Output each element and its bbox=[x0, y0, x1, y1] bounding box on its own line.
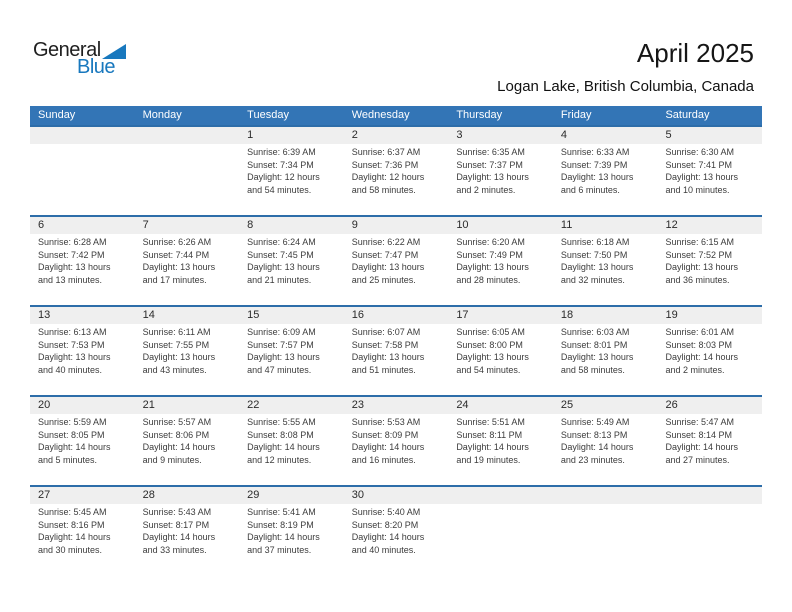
daylight-text-line2: and 30 minutes. bbox=[38, 544, 103, 555]
daylight-text-line1: Daylight: 13 hours bbox=[38, 352, 111, 362]
daylight-text-line2: and 37 minutes. bbox=[247, 544, 312, 555]
daylight-text-line1: Daylight: 13 hours bbox=[351, 262, 425, 272]
daylight-text-line1: Daylight: 13 hours bbox=[142, 352, 216, 362]
sunset-text: Sunset: 7:36 PM bbox=[351, 159, 419, 170]
weekday-header: Tuesday bbox=[247, 109, 289, 121]
day-cell-empty bbox=[657, 487, 762, 575]
daylight-text-line1: Daylight: 14 hours bbox=[247, 442, 320, 452]
weekday-header: Friday bbox=[560, 109, 592, 121]
day-details bbox=[135, 234, 240, 286]
sunrise-text: Sunrise: 6:03 AM bbox=[560, 327, 630, 337]
day-cell-29 bbox=[239, 487, 344, 575]
day-details bbox=[30, 234, 135, 286]
logo-text-blue: Blue bbox=[77, 56, 116, 78]
day-cell-12 bbox=[657, 217, 762, 305]
day-details bbox=[553, 504, 658, 506]
daylight-text-line1: Daylight: 14 hours bbox=[456, 442, 529, 452]
daylight-text-line1: Daylight: 14 hours bbox=[247, 532, 320, 542]
sunset-text: Sunset: 8:16 PM bbox=[38, 519, 105, 530]
sunrise-text: Sunrise: 5:51 AM bbox=[456, 417, 525, 427]
sunrise-text: Sunrise: 5:57 AM bbox=[142, 417, 212, 427]
sunrise-text: Sunrise: 6:05 AM bbox=[456, 327, 525, 337]
day-number: 22 bbox=[239, 397, 344, 414]
day-cell-27 bbox=[30, 487, 135, 575]
day-cell-4 bbox=[553, 127, 658, 215]
sunrise-text: Sunrise: 6:20 AM bbox=[456, 237, 525, 247]
daylight-text-line1: Daylight: 13 hours bbox=[456, 352, 529, 362]
day-number: 14 bbox=[135, 307, 240, 324]
day-cell-30 bbox=[344, 487, 449, 575]
weekday-header: Sunday bbox=[38, 109, 76, 121]
sunset-text: Sunset: 7:34 PM bbox=[247, 159, 314, 170]
sunset-text: Sunset: 7:58 PM bbox=[351, 339, 419, 350]
daylight-text-line2: and 2 minutes. bbox=[665, 364, 725, 375]
sunrise-text: Sunrise: 6:35 AM bbox=[456, 147, 525, 157]
daylight-text-line2: and 10 minutes. bbox=[665, 184, 730, 195]
day-number bbox=[30, 127, 135, 144]
day-cell-21 bbox=[135, 397, 240, 485]
day-details bbox=[553, 144, 658, 196]
daylight-text-line1: Daylight: 13 hours bbox=[665, 262, 739, 272]
daylight-text-line2: and 21 minutes. bbox=[247, 274, 312, 285]
day-details bbox=[553, 324, 658, 376]
daylight-text-line2: and 28 minutes. bbox=[456, 274, 521, 285]
day-number: 23 bbox=[344, 397, 449, 414]
daylight-text-line2: and 33 minutes. bbox=[142, 544, 207, 555]
day-details bbox=[448, 234, 553, 286]
sunset-text: Sunset: 8:17 PM bbox=[142, 519, 210, 530]
day-number: 17 bbox=[448, 307, 553, 324]
day-details bbox=[239, 324, 344, 376]
day-details bbox=[30, 144, 135, 146]
day-details bbox=[344, 144, 449, 196]
sunrise-text: Sunrise: 6:09 AM bbox=[247, 327, 316, 337]
week-row bbox=[30, 305, 762, 395]
daylight-text-line2: and 40 minutes. bbox=[351, 544, 416, 555]
day-cell-25 bbox=[553, 397, 658, 485]
sunset-text: Sunset: 8:19 PM bbox=[247, 519, 314, 530]
day-cell-2 bbox=[344, 127, 449, 215]
day-cell-9 bbox=[344, 217, 449, 305]
day-number bbox=[657, 487, 762, 504]
day-details bbox=[657, 234, 762, 286]
sunset-text: Sunset: 7:47 PM bbox=[351, 249, 419, 260]
sunrise-text: Sunrise: 5:40 AM bbox=[351, 507, 421, 517]
day-number: 28 bbox=[135, 487, 240, 504]
sunrise-text: Sunrise: 6:13 AM bbox=[38, 327, 107, 337]
day-details bbox=[239, 234, 344, 286]
daylight-text-line2: and 19 minutes. bbox=[456, 454, 521, 465]
day-number: 1 bbox=[239, 127, 344, 144]
daylight-text-line1: Daylight: 14 hours bbox=[665, 442, 739, 452]
sunrise-text: Sunrise: 6:24 AM bbox=[247, 237, 316, 247]
day-details bbox=[344, 234, 449, 286]
day-details bbox=[448, 144, 553, 196]
day-number: 27 bbox=[30, 487, 135, 504]
week-row bbox=[30, 125, 762, 215]
sunset-text: Sunset: 7:55 PM bbox=[142, 339, 210, 350]
day-cell-5 bbox=[657, 127, 762, 215]
daylight-text-line2: and 54 minutes. bbox=[456, 364, 521, 375]
sunset-text: Sunset: 7:39 PM bbox=[560, 159, 628, 170]
day-number: 4 bbox=[553, 127, 658, 144]
daylight-text-line2: and 54 minutes. bbox=[247, 184, 312, 195]
sunset-text: Sunset: 7:42 PM bbox=[38, 249, 105, 260]
daylight-text-line1: Daylight: 13 hours bbox=[560, 352, 634, 362]
sunrise-text: Sunrise: 6:15 AM bbox=[665, 237, 735, 247]
daylight-text-line2: and 6 minutes. bbox=[560, 184, 620, 195]
daylight-text-line1: Daylight: 14 hours bbox=[142, 532, 216, 542]
daylight-text-line1: Daylight: 13 hours bbox=[247, 262, 320, 272]
day-details bbox=[553, 234, 658, 286]
daylight-text-line1: Daylight: 12 hours bbox=[351, 172, 425, 182]
day-cell-22 bbox=[239, 397, 344, 485]
day-details bbox=[448, 414, 553, 466]
daylight-text-line2: and 5 minutes. bbox=[38, 454, 98, 465]
day-number: 7 bbox=[135, 217, 240, 234]
day-cell-13 bbox=[30, 307, 135, 395]
day-cell-empty bbox=[448, 487, 553, 575]
day-details bbox=[239, 504, 344, 556]
weekday-header: Thursday bbox=[456, 109, 503, 121]
day-number: 9 bbox=[344, 217, 449, 234]
daylight-text-line2: and 43 minutes. bbox=[142, 364, 207, 375]
day-cell-14 bbox=[135, 307, 240, 395]
day-cell-empty bbox=[553, 487, 658, 575]
daylight-text-line1: Daylight: 13 hours bbox=[351, 352, 425, 362]
daylight-text-line1: Daylight: 14 hours bbox=[351, 532, 425, 542]
day-cell-11 bbox=[553, 217, 658, 305]
sunrise-text: Sunrise: 6:01 AM bbox=[665, 327, 735, 337]
daylight-text-line1: Daylight: 14 hours bbox=[351, 442, 425, 452]
day-number: 6 bbox=[30, 217, 135, 234]
week-row bbox=[30, 395, 762, 485]
day-number bbox=[553, 487, 658, 504]
day-number: 30 bbox=[344, 487, 449, 504]
sunrise-text: Sunrise: 5:41 AM bbox=[247, 507, 316, 517]
day-details bbox=[135, 324, 240, 376]
weekday-header-row bbox=[30, 106, 762, 125]
daylight-text-line1: Daylight: 14 hours bbox=[560, 442, 634, 452]
sunrise-text: Sunrise: 6:11 AM bbox=[142, 327, 211, 337]
day-cell-7 bbox=[135, 217, 240, 305]
daylight-text-line2: and 9 minutes. bbox=[142, 454, 202, 465]
daylight-text-line2: and 16 minutes. bbox=[351, 454, 416, 465]
daylight-text-line1: Daylight: 13 hours bbox=[247, 352, 320, 362]
day-number: 8 bbox=[239, 217, 344, 234]
day-number: 20 bbox=[30, 397, 135, 414]
daylight-text-line1: Daylight: 14 hours bbox=[142, 442, 216, 452]
day-number bbox=[448, 487, 553, 504]
daylight-text-line2: and 47 minutes. bbox=[247, 364, 312, 375]
sunrise-text: Sunrise: 6:22 AM bbox=[351, 237, 421, 247]
day-details bbox=[657, 324, 762, 376]
title-block bbox=[497, 38, 754, 95]
daylight-text-line1: Daylight: 13 hours bbox=[456, 262, 529, 272]
daylight-text-line2: and 32 minutes. bbox=[560, 274, 625, 285]
sunrise-text: Sunrise: 6:39 AM bbox=[247, 147, 316, 157]
day-details bbox=[657, 504, 762, 506]
sunset-text: Sunset: 8:13 PM bbox=[560, 429, 628, 440]
sunrise-text: Sunrise: 6:30 AM bbox=[665, 147, 735, 157]
day-details bbox=[135, 144, 240, 146]
daylight-text-line1: Daylight: 13 hours bbox=[665, 172, 739, 182]
day-number: 19 bbox=[657, 307, 762, 324]
sunset-text: Sunset: 8:05 PM bbox=[38, 429, 105, 440]
location-subtitle: Logan Lake, British Columbia, Canada bbox=[497, 78, 754, 95]
sunset-text: Sunset: 7:49 PM bbox=[456, 249, 523, 260]
sunrise-text: Sunrise: 6:18 AM bbox=[560, 237, 630, 247]
day-details bbox=[135, 414, 240, 466]
day-details bbox=[657, 414, 762, 466]
sunrise-text: Sunrise: 6:26 AM bbox=[142, 237, 212, 247]
daylight-text-line2: and 36 minutes. bbox=[665, 274, 730, 285]
sunrise-text: Sunrise: 6:28 AM bbox=[38, 237, 107, 247]
day-number: 11 bbox=[553, 217, 658, 234]
daylight-text-line2: and 27 minutes. bbox=[665, 454, 730, 465]
daylight-text-line1: Daylight: 14 hours bbox=[665, 352, 739, 362]
day-cell-17 bbox=[448, 307, 553, 395]
daylight-text-line2: and 58 minutes. bbox=[351, 184, 416, 195]
logo-text-general: General bbox=[33, 39, 101, 61]
day-number: 29 bbox=[239, 487, 344, 504]
sunset-text: Sunset: 8:20 PM bbox=[351, 519, 419, 530]
day-details bbox=[239, 414, 344, 466]
day-number: 3 bbox=[448, 127, 553, 144]
daylight-text-line1: Daylight: 12 hours bbox=[247, 172, 320, 182]
day-number: 21 bbox=[135, 397, 240, 414]
daylight-text-line2: and 13 minutes. bbox=[38, 274, 103, 285]
sunset-text: Sunset: 7:50 PM bbox=[560, 249, 628, 260]
sunset-text: Sunset: 8:03 PM bbox=[665, 339, 733, 350]
sunset-text: Sunset: 8:11 PM bbox=[456, 429, 523, 440]
day-number: 15 bbox=[239, 307, 344, 324]
day-number: 24 bbox=[448, 397, 553, 414]
day-cell-20 bbox=[30, 397, 135, 485]
day-details bbox=[448, 504, 553, 506]
day-number: 5 bbox=[657, 127, 762, 144]
day-cell-19 bbox=[657, 307, 762, 395]
day-details bbox=[553, 414, 658, 466]
calendar bbox=[30, 106, 762, 575]
sunrise-text: Sunrise: 6:37 AM bbox=[351, 147, 421, 157]
sunrise-text: Sunrise: 5:43 AM bbox=[142, 507, 212, 517]
day-number: 25 bbox=[553, 397, 658, 414]
day-cell-1 bbox=[239, 127, 344, 215]
daylight-text-line1: Daylight: 13 hours bbox=[142, 262, 216, 272]
weekday-header: Wednesday bbox=[351, 109, 410, 121]
day-cell-10 bbox=[448, 217, 553, 305]
sunset-text: Sunset: 8:14 PM bbox=[665, 429, 733, 440]
daylight-text-line2: and 40 minutes. bbox=[38, 364, 103, 375]
day-details bbox=[30, 414, 135, 466]
day-cell-8 bbox=[239, 217, 344, 305]
sunset-text: Sunset: 8:01 PM bbox=[560, 339, 628, 350]
day-cell-23 bbox=[344, 397, 449, 485]
general-blue-logo bbox=[33, 40, 126, 77]
sunrise-text: Sunrise: 5:59 AM bbox=[38, 417, 107, 427]
daylight-text-line2: and 51 minutes. bbox=[351, 364, 416, 375]
daylight-text-line2: and 58 minutes. bbox=[560, 364, 625, 375]
sunset-text: Sunset: 7:57 PM bbox=[247, 339, 314, 350]
sunset-text: Sunset: 8:09 PM bbox=[351, 429, 419, 440]
daylight-text-line2: and 23 minutes. bbox=[560, 454, 625, 465]
day-cell-16 bbox=[344, 307, 449, 395]
daylight-text-line2: and 12 minutes. bbox=[247, 454, 312, 465]
day-number: 16 bbox=[344, 307, 449, 324]
day-details bbox=[135, 504, 240, 556]
sunrise-text: Sunrise: 5:53 AM bbox=[351, 417, 421, 427]
day-number: 10 bbox=[448, 217, 553, 234]
sunrise-text: Sunrise: 5:47 AM bbox=[665, 417, 735, 427]
day-number: 2 bbox=[344, 127, 449, 144]
day-details bbox=[344, 324, 449, 376]
day-number: 13 bbox=[30, 307, 135, 324]
sunset-text: Sunset: 8:00 PM bbox=[456, 339, 523, 350]
daylight-text-line1: Daylight: 14 hours bbox=[38, 532, 111, 542]
day-details bbox=[344, 504, 449, 556]
sunset-text: Sunset: 7:44 PM bbox=[142, 249, 210, 260]
day-number: 26 bbox=[657, 397, 762, 414]
day-details bbox=[30, 324, 135, 376]
calendar-body bbox=[30, 125, 762, 575]
weekday-header: Monday bbox=[142, 109, 182, 121]
day-cell-18 bbox=[553, 307, 658, 395]
day-number: 12 bbox=[657, 217, 762, 234]
day-cell-3 bbox=[448, 127, 553, 215]
day-cell-empty bbox=[30, 127, 135, 215]
sunset-text: Sunset: 7:45 PM bbox=[247, 249, 314, 260]
day-details bbox=[344, 414, 449, 466]
daylight-text-line1: Daylight: 13 hours bbox=[560, 172, 634, 182]
day-number bbox=[135, 127, 240, 144]
daylight-text-line1: Daylight: 13 hours bbox=[560, 262, 634, 272]
day-cell-6 bbox=[30, 217, 135, 305]
day-number: 18 bbox=[553, 307, 658, 324]
day-cell-empty bbox=[135, 127, 240, 215]
sunrise-text: Sunrise: 5:49 AM bbox=[560, 417, 630, 427]
daylight-text-line1: Daylight: 13 hours bbox=[456, 172, 529, 182]
sunrise-text: Sunrise: 6:33 AM bbox=[560, 147, 630, 157]
day-details bbox=[30, 504, 135, 556]
sunset-text: Sunset: 7:52 PM bbox=[665, 249, 733, 260]
day-details bbox=[239, 144, 344, 196]
daylight-text-line2: and 25 minutes. bbox=[351, 274, 416, 285]
sunset-text: Sunset: 8:08 PM bbox=[247, 429, 314, 440]
daylight-text-line1: Daylight: 14 hours bbox=[38, 442, 111, 452]
day-details bbox=[448, 324, 553, 376]
weekday-header: Saturday bbox=[665, 109, 710, 121]
sunrise-text: Sunrise: 5:55 AM bbox=[247, 417, 316, 427]
day-cell-24 bbox=[448, 397, 553, 485]
sunset-text: Sunset: 8:06 PM bbox=[142, 429, 210, 440]
sunrise-text: Sunrise: 5:45 AM bbox=[38, 507, 107, 517]
sunset-text: Sunset: 7:53 PM bbox=[38, 339, 105, 350]
daylight-text-line2: and 17 minutes. bbox=[142, 274, 207, 285]
day-cell-28 bbox=[135, 487, 240, 575]
day-cell-15 bbox=[239, 307, 344, 395]
sunset-text: Sunset: 7:37 PM bbox=[456, 159, 523, 170]
day-details bbox=[657, 144, 762, 196]
day-cell-26 bbox=[657, 397, 762, 485]
week-row bbox=[30, 215, 762, 305]
sunrise-text: Sunrise: 6:07 AM bbox=[351, 327, 421, 337]
daylight-text-line2: and 2 minutes. bbox=[456, 184, 516, 195]
daylight-text-line1: Daylight: 13 hours bbox=[38, 262, 111, 272]
week-row bbox=[30, 485, 762, 575]
page-title: April 2025 bbox=[636, 38, 754, 68]
sunset-text: Sunset: 7:41 PM bbox=[665, 159, 733, 170]
